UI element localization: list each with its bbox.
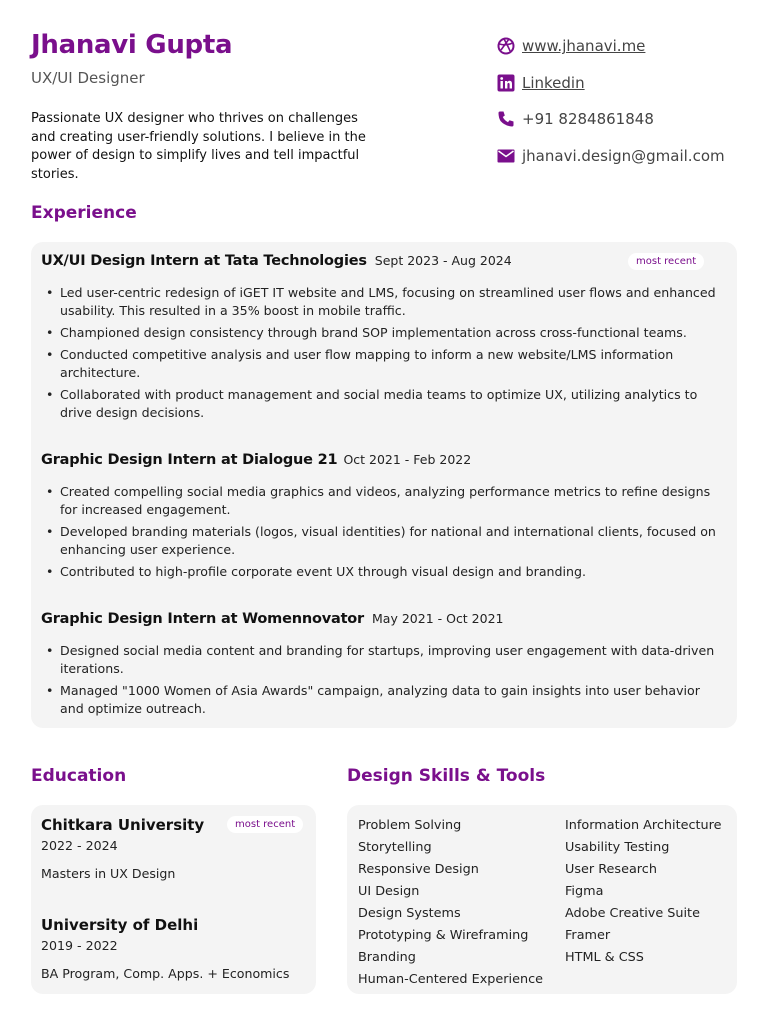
list-item: User Research xyxy=(565,862,657,877)
linkedin-link[interactable]: Linkedin xyxy=(522,73,585,92)
job-header xyxy=(41,452,471,468)
list-item: Usability Testing xyxy=(565,840,670,855)
skills-list-right xyxy=(565,815,722,969)
list-item: • Created compelling social media graphics and videos, analyzing performance metrics to refine designs for increased engagement. xyxy=(41,483,727,519)
job-title: Graphic Design Intern at Womennovator xyxy=(41,611,365,627)
contact-list xyxy=(496,28,756,174)
list-item: • Designed social media content and branding for startups, improving user engagement with data-driven iterations. xyxy=(41,642,727,678)
list-item: • Collaborated with product management and social media teams to optimize UX, utilizing analytics to drive design decisions. xyxy=(41,386,727,422)
contact-website[interactable] xyxy=(496,28,756,65)
email-address[interactable]: jhanavi.design@gmail.com xyxy=(522,146,725,165)
job-bullets xyxy=(41,483,727,585)
job-bullets xyxy=(41,642,727,722)
degree: BA Program, Comp. Apps. + Economics xyxy=(41,966,290,981)
skills-list-left xyxy=(358,815,543,991)
skills-heading: Design Skills & Tools xyxy=(347,766,546,786)
summary-text: Passionate UX designer who thrives on challenges and creating user-friendly solutions. I believe in the power of design to simplify lives and tell impactful stories. xyxy=(31,111,366,182)
list-item: • Led user-centric redesign of iGET IT website and LMS, focusing on streamlined user flows and enhanced usability. This resulted in a 35% boost in mobile traffic. xyxy=(41,284,727,320)
experience-heading: Experience xyxy=(31,203,137,223)
phone-number[interactable]: +91 8284861848 xyxy=(522,110,654,129)
job-dates: May 2021 - Oct 2021 xyxy=(372,611,504,626)
most-recent-badge: most recent xyxy=(227,816,303,833)
list-item: Problem Solving xyxy=(358,818,462,833)
job-title: Graphic Design Intern at Dialogue 21 xyxy=(41,452,338,468)
education-panel xyxy=(31,805,316,994)
job-bullets xyxy=(41,284,727,426)
phone-icon xyxy=(496,109,516,129)
list-item: • Developed branding materials (logos, visual identities) for national and international clients, focused on enhancing user experience. xyxy=(41,523,727,559)
list-item: HTML & CSS xyxy=(565,950,644,965)
skills-panel xyxy=(347,805,737,994)
school-years: 2019 - 2022 xyxy=(41,938,118,953)
list-item: • Conducted competitive analysis and user flow mapping to inform a new website/LMS information architecture. xyxy=(41,346,727,382)
contact-email[interactable] xyxy=(496,138,756,175)
list-item: • Contributed to high-profile corporate event UX through visual design and branding. xyxy=(41,563,727,581)
list-item: Information Architecture xyxy=(565,818,722,833)
list-item: Adobe Creative Suite xyxy=(565,906,700,921)
job-dates: Sept 2023 - Aug 2024 xyxy=(374,253,512,268)
list-item: Figma xyxy=(565,884,604,899)
website-link[interactable]: www.jhanavi.me xyxy=(522,37,646,56)
school-name: University of Delhi xyxy=(41,916,199,934)
school-years: 2022 - 2024 xyxy=(41,838,118,853)
list-item: Responsive Design xyxy=(358,862,479,877)
list-item: Design Systems xyxy=(358,906,461,921)
list-item: Prototyping & Wireframing xyxy=(358,928,529,943)
candidate-role: UX/UI Designer xyxy=(31,69,145,87)
school-name: Chitkara University xyxy=(41,816,205,834)
list-item: UI Design xyxy=(358,884,420,899)
job-header xyxy=(41,253,512,269)
list-item: Framer xyxy=(565,928,611,943)
list-item: Storytelling xyxy=(358,840,432,855)
job-dates: Oct 2021 - Feb 2022 xyxy=(343,452,472,467)
education-heading: Education xyxy=(31,766,127,786)
linkedin-icon xyxy=(496,73,516,93)
job-header xyxy=(41,611,504,627)
contact-linkedin[interactable] xyxy=(496,65,756,102)
most-recent-badge: most recent xyxy=(628,253,704,270)
list-item: Human-Centered Experience xyxy=(358,972,543,987)
degree: Masters in UX Design xyxy=(41,866,176,881)
list-item: Branding xyxy=(358,950,416,965)
globe-icon xyxy=(496,36,516,56)
job-title: UX/UI Design Intern at Tata Technologies xyxy=(41,253,367,269)
contact-phone[interactable] xyxy=(496,101,756,138)
list-item: • Managed "1000 Women of Asia Awards" campaign, analyzing data to gain insights into user behavior and optimize outreach. xyxy=(41,682,727,718)
mail-icon xyxy=(496,146,516,166)
experience-panel xyxy=(31,242,737,728)
candidate-name: Jhanavi Gupta xyxy=(31,30,233,60)
list-item: • Championed design consistency through brand SOP implementation across cross-functional teams. xyxy=(41,324,727,342)
